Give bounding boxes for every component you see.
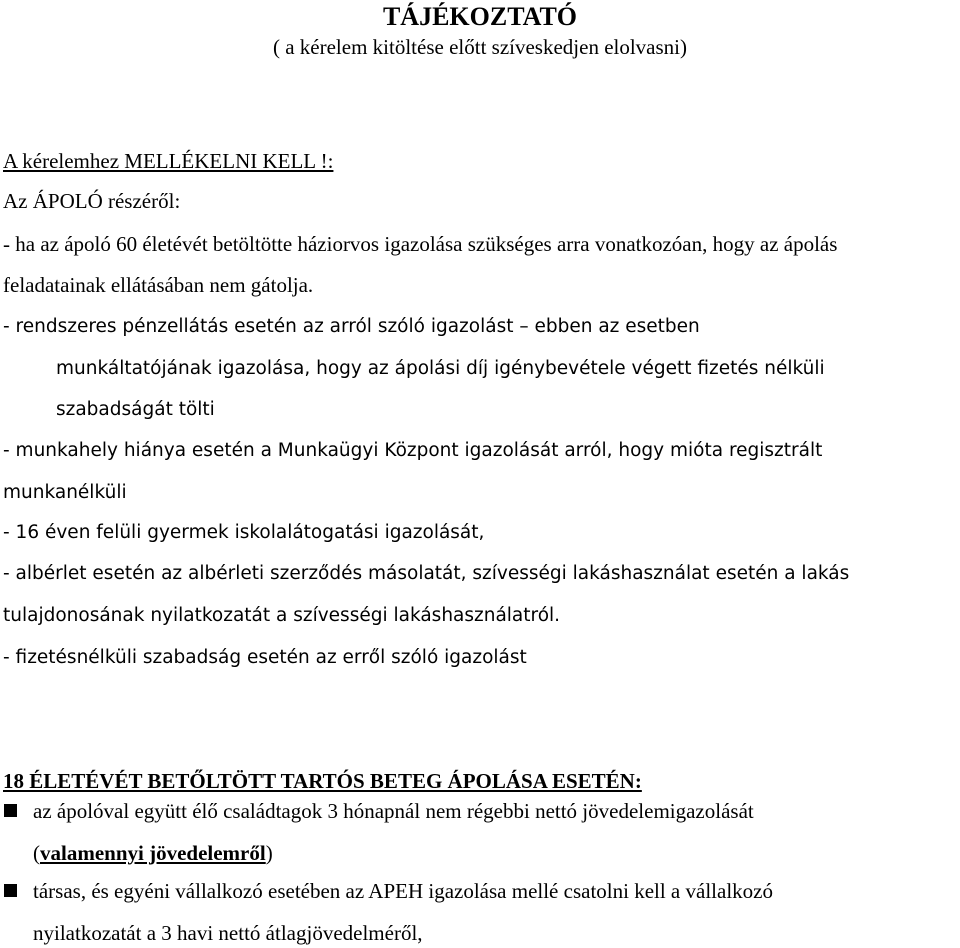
bullet-1-line-2 [33,840,273,866]
carer-item-3-line-1: - munkahely hiánya esetén a Munkaügyi Központ igazolását arról, hogy mióta regisztrált [3,440,823,461]
carer-item-1-line-2: feladatainak ellátásában nem gátolja. [3,273,314,297]
bullet-1-line-1: az ápolóval együtt élő családtagok 3 hónapnál nem régebbi nettó jövedelemigazolását [33,799,754,823]
open-paren: ( [33,841,40,865]
carer-item-3-line-2: munkanélküli [3,482,127,503]
carer-item-6-line-1: - fizetésnélküli szabadság esetén az erről szóló igazolást [3,647,527,668]
carer-item-4-line-1: - 16 éven felüli gyermek iskolalátogatási igazolását, [3,522,485,543]
carer-item-1-line-1: - ha az ápoló 60 életévét betöltötte háziorvos igazolása szükséges arra vonatkozóan, hogy az ápolás [3,232,838,256]
document-title: TÁJÉKOZTATÓ [382,2,578,31]
bullet-2-line-1: társas, és egyéni vállalkozó esetében az APEH igazolása mellé csatolni kell a vállalkozó [33,879,773,903]
bullet-2-line-2: nyilatkozatát a 3 havi nettó átlagjövedelméről, [33,921,423,945]
section-2-heading: 18 ÉLETÉVÉT BETŐLTÖTT TARTÓS BETEG ÁPOLÁSA ESETÉN: [3,769,642,793]
carer-heading: Az ÁPOLÓ részéről: [3,189,181,213]
carer-item-5-line-1: - albérlet esetén az albérleti szerződés másolatát, szívességi lakáshasználat esetén a lakás [3,563,850,584]
attachments-heading: A kérelemhez MELLÉKELNI KELL !: [3,149,334,173]
square-bullet-icon [4,884,17,897]
carer-item-5-line-2: tulajdonosának nyilatkozatát a szívességi lakáshasználatról. [3,605,561,626]
document-subtitle: ( a kérelem kitöltése előtt szíveskedjen elolvasni) [272,35,688,59]
carer-item-2-line-3: szabadságát tölti [56,399,215,420]
carer-item-2-line-2: munkáltatójának igazolása, hogy az ápolási díj igénybevétele végett fizetés nélküli [56,358,825,379]
square-bullet-icon [4,804,17,817]
carer-item-2-line-1: - rendszeres pénzellátás esetén az arról szóló igazolást – ebben az esetben [3,316,700,337]
close-paren: ) [265,841,273,865]
all-income-emphasis: valamennyi jövedelemről [40,841,266,865]
